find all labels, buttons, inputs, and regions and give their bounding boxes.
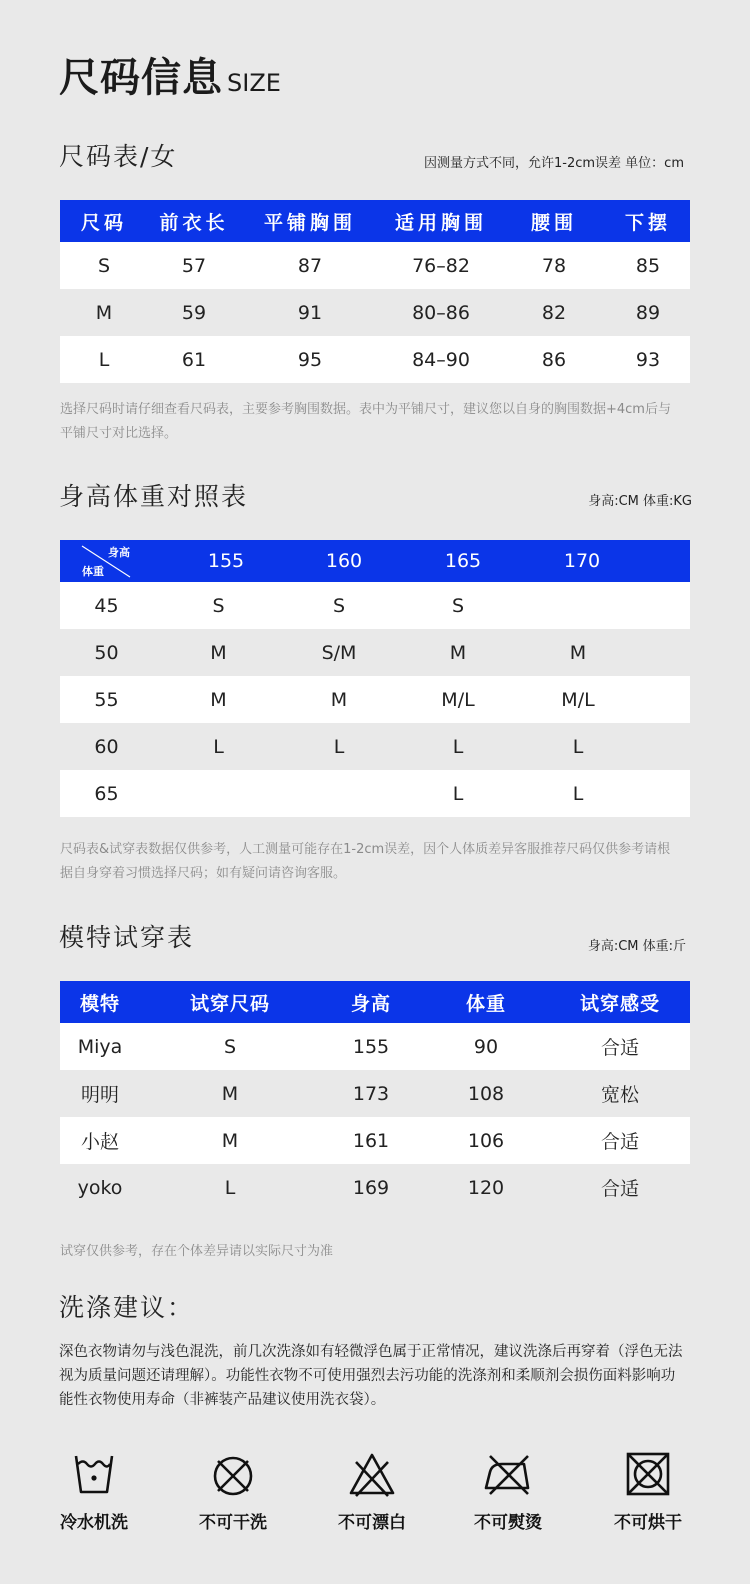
height-header-cell: 165 — [444, 550, 482, 572]
table-row — [60, 336, 690, 383]
table-cell: S — [97, 254, 111, 277]
size-table-title: 尺码表/女 — [59, 142, 178, 171]
weight-cell: 50 — [94, 641, 119, 664]
table-cell: 108 — [467, 1082, 505, 1105]
model-fit-note: 身高:CM 体重:斤 — [587, 939, 686, 954]
table-cell: 85 — [635, 254, 661, 277]
table-cell: M/L — [441, 688, 475, 711]
table-cell: 93 — [635, 348, 661, 371]
table-cell: 106 — [467, 1129, 505, 1152]
weight-cell: 45 — [94, 594, 119, 617]
care-label: 冷水机洗 — [60, 1513, 128, 1533]
corner-cell — [60, 540, 168, 582]
washing-line: 视为质量问题还请理解）。功能性衣物不可使用强烈去污功能的洗涤剂和柔顺剂会损伤面料影响功 — [59, 1368, 676, 1384]
table-cell: S/M — [321, 641, 357, 664]
cold-machine-wash-icon — [70, 1450, 118, 1498]
table-row — [60, 289, 690, 336]
care-label: 不可熨烫 — [474, 1513, 542, 1533]
weight-cell: 60 — [94, 735, 119, 758]
table-cell: 173 — [352, 1082, 390, 1105]
table-cell: 86 — [541, 348, 567, 371]
table-cell: L — [333, 735, 345, 758]
model-header-cell: 试穿尺码 — [189, 992, 270, 1015]
table-row — [60, 1023, 690, 1070]
table-cell: 76–82 — [412, 254, 470, 277]
table-cell: yoko — [77, 1176, 123, 1199]
table-cell: M — [330, 688, 348, 711]
model-header-cell: 体重 — [465, 992, 506, 1015]
table-cell: 80–86 — [412, 301, 470, 324]
washing-title: 洗涤建议： — [59, 1293, 195, 1322]
size-header-cell: 前衣长 — [159, 211, 229, 234]
table-cell: 57 — [181, 254, 207, 277]
table-cell: 120 — [467, 1176, 505, 1199]
table-cell: 161 — [352, 1129, 390, 1152]
table-cell: M — [221, 1082, 239, 1105]
height-weight-header — [60, 540, 690, 582]
table-cell: M/L — [561, 688, 595, 711]
height-weight-table — [60, 540, 690, 817]
table-cell: 87 — [297, 254, 323, 277]
table-cell: M — [449, 641, 467, 664]
height-weight-title: 身高体重对照表 — [59, 482, 249, 511]
washing-instructions — [59, 1340, 691, 1412]
table-cell: L — [213, 735, 224, 758]
footnote-line: 平铺尺寸对比选择。 — [60, 426, 178, 441]
height-weight-footnote — [60, 838, 690, 886]
table-cell: 合适 — [600, 1037, 639, 1059]
table-cell: 90 — [473, 1035, 499, 1058]
table-row — [60, 629, 690, 676]
table-cell: Miya — [77, 1035, 123, 1058]
table-cell: 合适 — [600, 1178, 639, 1200]
table-cell: L — [98, 348, 110, 371]
height-header-cell: 155 — [207, 550, 245, 572]
table-cell: S — [332, 594, 346, 617]
table-cell: 95 — [297, 348, 323, 371]
table-cell: S — [223, 1035, 237, 1058]
size-table — [60, 200, 690, 383]
table-cell: M — [569, 641, 587, 664]
table-cell: M — [95, 301, 113, 324]
model-fit-table — [60, 981, 690, 1211]
size-table-header — [60, 200, 690, 242]
height-header-cell: 170 — [563, 550, 601, 572]
height-header-cell: 160 — [325, 550, 363, 572]
table-cell: S — [212, 594, 225, 617]
model-fit-header — [60, 981, 690, 1023]
table-cell: 169 — [352, 1176, 390, 1199]
corner-weight-label: 体重 — [82, 565, 104, 578]
table-cell: 78 — [541, 254, 567, 277]
size-table-note: 因测量方式不同，允许1-2cm误差 单位：cm — [424, 156, 684, 171]
footnote-line: 选择尺码时请仔细查看尺码表，主要参考胸围数据。表中为平铺尺寸，建议您以自身的胸围数据+4cm后与 — [60, 402, 671, 417]
table-row — [60, 1117, 690, 1164]
table-cell: M — [221, 1129, 239, 1152]
model-header-cell: 模特 — [79, 992, 120, 1015]
care-item-no-dry-clean — [183, 1450, 283, 1533]
page-title-sub: SIZE — [227, 69, 281, 97]
model-header-cell: 身高 — [350, 992, 391, 1015]
table-cell: M — [210, 641, 227, 664]
table-cell: 小赵 — [80, 1131, 119, 1153]
page-title-main: 尺码信息 — [59, 55, 223, 101]
care-item-no-tumble-dry — [598, 1450, 698, 1533]
table-cell: L — [224, 1176, 236, 1199]
table-cell: 89 — [635, 301, 661, 324]
size-header-cell: 平铺胸围 — [263, 211, 356, 234]
page-title — [59, 46, 281, 103]
washing-line: 深色衣物请勿与浅色混洗，前几次洗涤如有轻微浮色属于正常情况，建议洗涤后再穿着（浮色无法 — [59, 1344, 683, 1360]
washing-line: 能性衣物使用寿命（非裤装产品建议使用洗衣袋）。 — [59, 1392, 386, 1408]
size-header-cell: 尺码 — [80, 211, 127, 234]
weight-cell: 65 — [94, 782, 119, 805]
table-cell: 84–90 — [412, 348, 470, 371]
table-cell: 明明 — [80, 1084, 119, 1106]
height-weight-note: 身高:CM 体重:KG — [588, 494, 692, 509]
care-item-no-bleach — [322, 1450, 422, 1533]
table-cell: 61 — [181, 348, 207, 371]
no-bleach-icon — [348, 1450, 396, 1498]
care-label: 不可漂白 — [338, 1513, 406, 1533]
table-cell: L — [452, 782, 464, 805]
table-row — [60, 582, 690, 629]
table-cell: S — [451, 594, 465, 617]
care-item-no-iron — [458, 1450, 558, 1533]
size-header-cell: 下摆 — [624, 211, 671, 234]
size-header-cell: 适用胸围 — [394, 211, 487, 234]
model-header-cell: 试穿感受 — [579, 992, 660, 1015]
no-tumble-dry-icon — [624, 1450, 672, 1498]
corner-height-label: 身高 — [108, 546, 130, 559]
table-cell: L — [452, 735, 464, 758]
care-label: 不可干洗 — [199, 1513, 267, 1533]
table-row — [60, 1070, 690, 1117]
size-table-footnote — [60, 398, 690, 446]
table-cell: L — [572, 735, 584, 758]
table-row — [60, 770, 690, 817]
table-row — [60, 242, 690, 289]
footnote-line: 据自身穿着习惯选择尺码；如有疑问请咨询客服。 — [60, 866, 347, 881]
care-label: 不可烘干 — [614, 1513, 682, 1533]
table-row — [60, 676, 690, 723]
weight-cell: 55 — [94, 688, 119, 711]
table-cell: 91 — [297, 301, 323, 324]
model-fit-title: 模特试穿表 — [59, 923, 195, 952]
model-fit-footnote: 试穿仅供参考，存在个体差异请以实际尺寸为准 — [60, 1244, 334, 1259]
no-iron-icon — [482, 1450, 534, 1498]
table-cell: M — [210, 688, 227, 711]
table-row — [60, 1164, 690, 1211]
table-cell: 合适 — [600, 1131, 639, 1153]
table-cell: 59 — [181, 301, 207, 324]
table-cell: 82 — [541, 301, 567, 324]
no-dry-clean-icon — [209, 1450, 257, 1498]
footnote-line: 尺码表&试穿表数据仅供参考，人工测量可能存在1-2cm误差，因个人体质差异客服推荐尺码仅供参考请根 — [60, 842, 671, 857]
table-row — [60, 723, 690, 770]
table-cell: 155 — [352, 1035, 390, 1058]
size-header-cell: 腰围 — [530, 211, 577, 234]
care-item-cold-wash — [44, 1450, 144, 1533]
table-cell: L — [572, 782, 584, 805]
table-cell: 宽松 — [600, 1084, 639, 1106]
